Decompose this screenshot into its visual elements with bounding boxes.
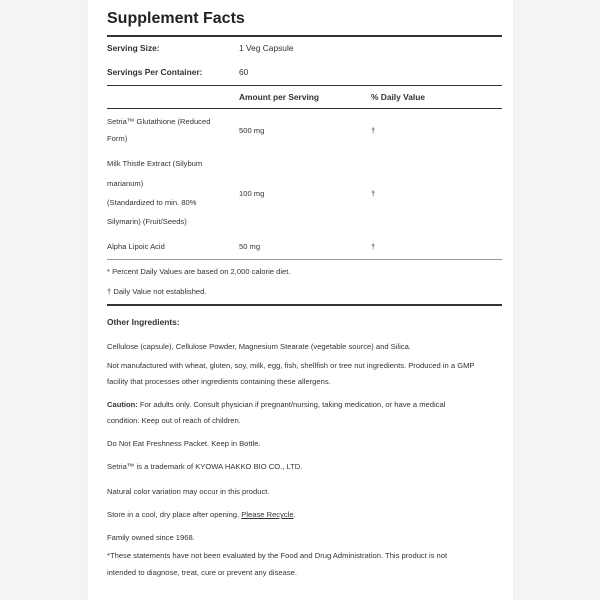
column-header-amount: Amount per Serving (239, 92, 320, 102)
trademark-note: Setria™ is a trademark of KYOWA HAKKO BIO CO., LTD. (107, 462, 303, 471)
storage-text: Store in a cool, dry place after opening. (107, 510, 240, 519)
ingredient-name-line: Setria™ Glutathione (Reduced (107, 117, 211, 126)
ingredient-name-line: marianum) (107, 179, 144, 188)
ingredient-name-line: Milk Thistle Extract (Silybum (107, 159, 203, 168)
servings-per-container-label: Servings Per Container: (107, 67, 203, 77)
ingredient-name-line: Silymarin) (Fruit/Seeds) (107, 217, 187, 226)
servings-divider (107, 85, 502, 86)
ingredient-name-line: Alpha Lipoic Acid (107, 242, 165, 251)
ingredient-daily-value: † (371, 242, 376, 251)
other-ingredients-list: Cellulose (capsule), Cellulose Powder, Magnesium Stearate (vegetable source) and Silica. (107, 342, 411, 351)
recycle-text: Please Recycle (241, 510, 294, 519)
caution-text: For adults only. Consult physician if pregnant/nursing, taking medication, or have a medical (137, 400, 446, 409)
storage-end: . (293, 510, 296, 519)
footnote-not-established: † Daily Value not established. (107, 287, 207, 296)
caution-line (107, 400, 445, 409)
other-ingredients-heading: Other Ingredients: (107, 317, 180, 327)
color-variation-note: Natural color variation may occur in this product. (107, 487, 270, 496)
freshness-note: Do Not Eat Freshness Packet. Keep in Bottle. (107, 439, 261, 448)
ingredient-amount: 100 mg (239, 189, 265, 198)
ingredient-name-line: (Standardized to min. 80% (107, 198, 197, 207)
caution-label: Caution: (107, 400, 138, 409)
servings-per-container-value: 60 (239, 67, 249, 77)
ingredient-amount: 50 mg (239, 242, 261, 251)
ingredient-daily-value: † (371, 126, 376, 135)
title-divider (107, 35, 502, 37)
serving-size-value: 1 Veg Capsule (239, 43, 294, 53)
footnotes-divider (107, 304, 502, 306)
page-title: Supplement Facts (107, 10, 245, 27)
header-divider (107, 108, 502, 109)
ingredient-name-line: Form) (107, 134, 128, 143)
storage-note (107, 510, 296, 519)
ingredient-daily-value: † (371, 189, 376, 198)
fda-disclaimer-line: *These statements have not been evaluated by the Food and Drug Administration. This product is not (107, 551, 448, 560)
fda-disclaimer-line: intended to diagnose, treat, cure or prevent any disease. (107, 568, 297, 577)
ingredient-amount: 500 mg (239, 126, 265, 135)
rows-divider (107, 259, 502, 260)
column-header-daily-value: % Daily Value (371, 92, 425, 102)
family-owned-note: Family owned since 1968. (107, 533, 195, 542)
allergen-statement-line: Not manufactured with wheat, gluten, soy, milk, egg, fish, shellfish or tree nut ingredients. Produced in a GMP (107, 361, 475, 370)
caution-line: condition. Keep out of reach of children. (107, 416, 241, 425)
allergen-statement-line: facility that processes other ingredients containing these allergens. (107, 377, 331, 386)
serving-size-label: Serving Size: (107, 43, 160, 53)
footnote-daily-values: * Percent Daily Values are based on 2,000 calorie diet. (107, 267, 291, 276)
